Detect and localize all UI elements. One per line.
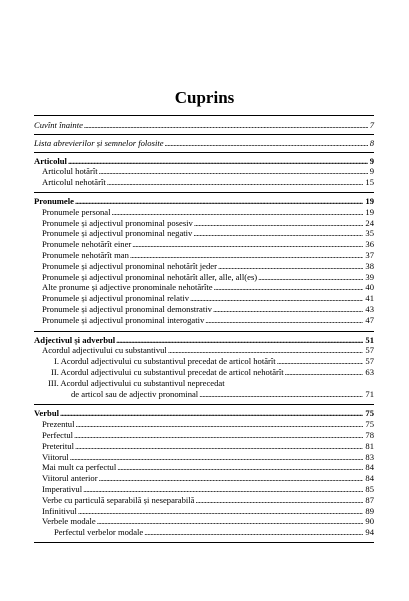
toc-entry[interactable] (34, 177, 374, 188)
toc-entry-label: Perfectul (42, 429, 74, 440)
toc-entry-label: Pronumele și adjectivul pronominal posesiv (42, 217, 193, 228)
toc-entry-title (42, 473, 374, 484)
toc-entry-title (42, 452, 374, 463)
toc-page-number: 47 (365, 314, 374, 325)
toc-page-number: 37 (365, 249, 374, 260)
toc-page-number: 94 (365, 527, 374, 538)
toc-entry-title (42, 166, 374, 177)
toc-page-number: 75 (365, 408, 374, 419)
toc-entry-label: Perfectul verbelor modale (54, 527, 144, 538)
toc-page-number: 35 (365, 228, 374, 239)
toc-entry-title (42, 315, 374, 326)
toc-entry-title (42, 419, 374, 430)
toc-page-number: 19 (365, 206, 374, 217)
toc-entry[interactable] (34, 207, 374, 218)
toc-page-number: 19 (365, 195, 374, 206)
toc-page-number: 38 (365, 260, 374, 271)
toc-page-number: 85 (365, 483, 374, 494)
toc-entry-label: Pronumele și adjectivul pronominal nehotărît aller, alle, all(es) (42, 271, 258, 282)
toc-entry-title (42, 250, 374, 261)
toc-page-number: 9 (369, 166, 374, 177)
toc-page-number: 78 (365, 429, 374, 440)
toc-page-number: 40 (365, 282, 374, 293)
toc-entry[interactable] (34, 516, 374, 527)
page-title: Cuprins (174, 88, 235, 107)
toc-entry[interactable] (34, 315, 374, 326)
toc-section (34, 135, 374, 153)
toc-page-number: 83 (365, 451, 374, 462)
toc-entry[interactable] (34, 367, 374, 378)
toc-entry-label: Pronumele nehotărît man (42, 249, 129, 260)
toc-entry-label: Acordul adjectivului cu substantivul (42, 345, 167, 356)
toc-entry-title (54, 356, 374, 367)
toc-entry-label: Alte pronume și adjective pronominale nehotărîte (42, 282, 213, 293)
toc-entry-title (42, 506, 374, 517)
toc-entry-label: Prezentul (42, 419, 75, 430)
toc-entry-label: III. Acordul adjectivului cu substantivul neprecedat (48, 377, 225, 388)
toc-page-number: 87 (365, 494, 374, 505)
toc-page-number: 41 (365, 293, 374, 304)
toc-entry[interactable] (34, 452, 374, 463)
toc-entry[interactable] (34, 356, 374, 367)
toc-entry-title (51, 367, 374, 378)
toc-entry[interactable] (34, 484, 374, 495)
toc-entry[interactable] (34, 138, 374, 149)
toc-page-number: 57 (365, 356, 374, 367)
toc-entry-label: Viitorul anterior (42, 473, 98, 484)
toc-entry-title (42, 239, 374, 250)
toc-page-number: 24 (365, 217, 374, 228)
toc-entry[interactable] (34, 430, 374, 441)
toc-page-number: 39 (365, 271, 374, 282)
toc-entry-title (42, 345, 374, 356)
toc-page-number: 57 (365, 345, 374, 356)
toc-page-number: 9 (369, 155, 374, 166)
toc-entry-label: Preteritul (42, 440, 74, 451)
toc-entry[interactable] (34, 441, 374, 452)
toc-entry-label: Infinitivul (42, 505, 77, 516)
toc-entry[interactable] (34, 156, 374, 167)
toc-entry-title (34, 156, 374, 167)
toc-entry[interactable] (34, 527, 374, 538)
toc-entry[interactable] (34, 378, 374, 389)
toc-entry-title (42, 293, 374, 304)
toc-entry[interactable] (34, 272, 374, 283)
toc-entry[interactable] (34, 261, 374, 272)
toc-entry-title (42, 261, 374, 272)
toc-section (34, 193, 374, 332)
toc-page-number: 89 (365, 505, 374, 516)
toc-entry-label: Pronumele și adjectivul pronominal nehotărît jeder (42, 260, 217, 271)
toc-entry[interactable] (34, 250, 374, 261)
toc-section (34, 153, 374, 193)
toc-entry-title (48, 378, 374, 389)
toc-entry[interactable] (34, 462, 374, 473)
toc-entry[interactable] (34, 389, 374, 400)
toc-entry-label: Pronumele și adjectivul pronominal demonstrativ (42, 303, 212, 314)
toc-entry[interactable] (34, 282, 374, 293)
toc-entry-label: Imperativul (42, 483, 83, 494)
toc-entry-title (71, 389, 374, 400)
toc-entry-label: Articolul nehotărît (42, 177, 106, 188)
toc-entry-title (42, 430, 374, 441)
toc-entry[interactable] (34, 196, 374, 207)
toc-entry-label: Mai mult ca perfectul (42, 462, 117, 473)
toc-entry-label: Pronumele și adjectivul pronominal relativ (42, 293, 190, 304)
toc-entry-label: Verbe cu particulă separabilă și neseparabilă (42, 494, 195, 505)
toc-entry[interactable] (34, 506, 374, 517)
toc-entry[interactable] (34, 473, 374, 484)
toc-entry[interactable] (34, 408, 374, 419)
toc-entry-title (42, 441, 374, 452)
toc-entry-label: Lista abrevierilor și semnelor folosite (34, 137, 164, 148)
toc-entry-label: Viitorul (42, 451, 69, 462)
toc-section (34, 115, 374, 135)
toc-entry-label: Cuvînt înainte (34, 120, 83, 130)
toc-entry-title (42, 304, 374, 315)
toc-entry-title (34, 335, 374, 346)
toc-entry-title (34, 196, 374, 207)
toc-entry[interactable] (34, 335, 374, 346)
toc-page-number: 8 (369, 137, 374, 148)
toc-entry-title (54, 527, 374, 538)
toc-entry-title (34, 138, 374, 149)
toc-page-number: 63 (365, 366, 374, 377)
toc-entry-title (34, 408, 374, 419)
toc-entry-title (42, 484, 374, 495)
toc-page-number: 36 (365, 239, 374, 250)
toc-section (34, 332, 374, 406)
toc-entry-title (42, 207, 374, 218)
toc-entry[interactable] (34, 166, 374, 177)
toc-entry-label: Verbele modale (42, 516, 96, 527)
toc-entry-label: Articolul (34, 155, 67, 166)
toc-page-number: 81 (365, 440, 374, 451)
toc-entry-title (42, 177, 374, 188)
toc-entry[interactable] (34, 345, 374, 356)
toc-page-number: 7 (369, 120, 374, 130)
toc-entry-label: Articolul hotărît (42, 166, 98, 177)
toc-entry[interactable] (34, 495, 374, 506)
toc-entry-label: I. Acordul adjectivului cu substantivul precedat de articol hotărît (54, 356, 276, 367)
toc-page-number: 90 (365, 516, 374, 527)
toc-entry-label: Verbul (34, 408, 59, 419)
toc-entry-title (42, 218, 374, 229)
toc-page-number: 43 (365, 303, 374, 314)
toc-section (34, 405, 374, 543)
toc-entry-label: Adjectivul și adverbul (34, 334, 116, 345)
toc-entry-title (42, 516, 374, 527)
toc-entry-title (42, 462, 374, 473)
toc-page-number: 75 (365, 419, 374, 430)
toc-page-number: 84 (365, 462, 374, 473)
toc-entry-label: Pronumele nehotărît einer (42, 239, 132, 250)
toc-entry-title (42, 495, 374, 506)
toc-entry-title (42, 282, 374, 293)
toc-entry[interactable] (34, 228, 374, 239)
toc-entry[interactable] (34, 120, 374, 131)
toc-entry-label: II. Acordul adjectivului cu substantivul precedat de articol nehotărît (51, 366, 284, 377)
toc-entry[interactable] (34, 293, 374, 304)
toc-page-number: 71 (365, 388, 374, 399)
toc-entry-label: Pronumele și adjectivul pronominal interogativ (42, 314, 205, 325)
toc-entry-label: Pronumele și adjectivul pronominal negativ (42, 228, 193, 239)
toc-entry-label: de articol sau de adjectiv pronominal (71, 388, 199, 399)
toc-entry-title (42, 272, 374, 283)
toc-entry-label: Pronumele personal (42, 206, 111, 217)
toc-entry[interactable] (34, 304, 374, 315)
toc-page-number: 84 (365, 473, 374, 484)
toc-entry-label: Pronumele (34, 195, 74, 206)
table-of-contents (34, 115, 374, 543)
toc-entry[interactable] (34, 239, 374, 250)
toc-page-number: 15 (365, 177, 374, 188)
toc-entry[interactable] (34, 419, 374, 430)
toc-entry[interactable] (34, 218, 374, 229)
toc-entry-title (42, 228, 374, 239)
toc-page-number: 51 (365, 334, 374, 345)
toc-entry-title (34, 120, 374, 131)
